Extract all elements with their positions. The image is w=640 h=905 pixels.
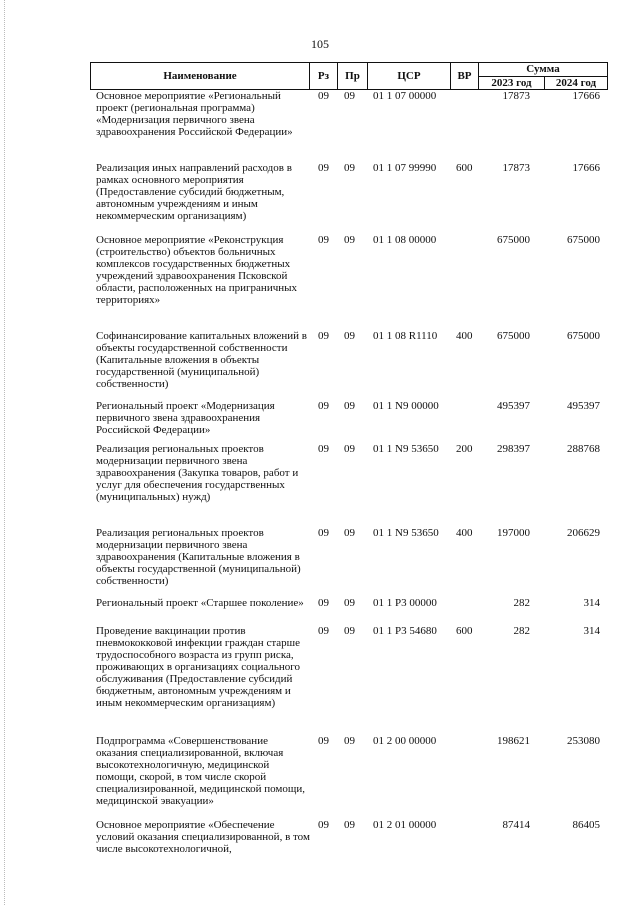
row-pr: 09	[344, 597, 355, 609]
row-rz: 09	[318, 162, 329, 174]
page-number: 105	[311, 37, 329, 51]
row-pr: 09	[344, 90, 355, 102]
row-name: Региональный проект «Модернизация первичного звена здравоохранения Российской Федерации»	[96, 400, 275, 436]
row-sum-2024: 253080	[567, 735, 600, 747]
row-csr: 01 1 P3 54680	[373, 625, 437, 637]
table-row	[90, 819, 608, 859]
row-sum-2023: 17873	[502, 162, 530, 174]
row-csr: 01 1 07 00000	[373, 90, 437, 102]
row-sum-2023: 495397	[497, 400, 530, 412]
row-name: Реализация региональных проектов модернизации первичного звена здравоохранения (Капитальные вложения в объекты государственной (муниципальной) собственности)	[96, 527, 301, 587]
row-name: Проведение вакцинации против пневмококковой инфекции граждан старше трудоспособного возраста из групп риска, проживающих в организациях социального обслуживания (Предоставление субсидий бюджетным, автономным учреждениям и иным некоммерческим организациям)	[96, 625, 301, 709]
row-csr: 01 1 08 00000	[373, 234, 437, 246]
row-rz: 09	[318, 597, 329, 609]
table-row	[90, 400, 608, 443]
row-name: Подпрограмма «Совершенствование оказания специализированной, включая высокотехнологичную, медицинской помощи, скорой, в том числе скорой специализированной, медицинской помощи, медицинской эвакуации»	[96, 735, 305, 807]
row-pr: 09	[344, 735, 355, 747]
row-sum-2023: 298397	[497, 443, 530, 455]
row-sum-2024: 314	[583, 625, 600, 637]
header-sum-group	[479, 63, 607, 89]
row-sum-2024: 17666	[572, 90, 600, 102]
row-pr: 09	[344, 443, 355, 455]
row-rz: 09	[318, 735, 329, 747]
row-rz: 09	[318, 443, 329, 455]
row-pr: 09	[344, 625, 355, 637]
table-row	[90, 597, 608, 625]
header-year-2024: 2024 год	[555, 76, 597, 89]
row-csr: 01 1 P3 00000	[373, 597, 437, 609]
row-rz: 09	[318, 234, 329, 246]
table-row	[90, 234, 608, 330]
row-vr: 400	[456, 330, 473, 342]
row-name: Основное мероприятие «Реконструкция (строительство) объектов больничных комплексов государственных бюджетных учреждений здравоохранения Псковской области, расположенных на приграничных территориях»	[96, 234, 298, 306]
row-sum-2024: 17666	[572, 162, 600, 174]
table-row	[90, 527, 608, 597]
row-rz: 09	[318, 819, 329, 831]
row-sum-2024: 675000	[567, 330, 600, 342]
row-csr: 01 1 08 R1110	[373, 330, 438, 342]
table-row	[90, 625, 608, 735]
header-vr: ВР	[451, 63, 479, 89]
row-rz: 09	[318, 400, 329, 412]
table-row	[90, 443, 608, 527]
row-csr: 01 1 N9 00000	[373, 400, 439, 412]
row-sum-2023: 282	[513, 625, 530, 637]
row-csr: 01 1 N9 53650	[373, 443, 439, 455]
row-sum-2024: 206629	[567, 527, 600, 539]
table-row	[90, 90, 608, 162]
row-sum-2023: 198621	[497, 735, 530, 747]
budget-table	[90, 62, 608, 859]
table-row	[90, 735, 608, 819]
row-name: Основное мероприятие «Обеспечение условий оказания специализированной, в том числе высокотехнологичной,	[96, 819, 310, 855]
header-rz: Рз	[310, 63, 338, 89]
row-sum-2023: 87414	[502, 819, 530, 831]
row-rz: 09	[318, 330, 329, 342]
table-row	[90, 330, 608, 400]
header-pr: Пр	[338, 63, 368, 89]
row-name: Реализация иных направлений расходов в рамках основного мероприятия (Предоставление субсидий бюджетным, автономным учреждениям и иным некоммерческим организациям)	[96, 162, 292, 222]
row-csr: 01 1 07 99990	[373, 162, 437, 174]
header-csr: ЦСР	[368, 63, 451, 89]
row-sum-2024: 314	[583, 597, 600, 609]
row-pr: 09	[344, 527, 355, 539]
row-sum-2023: 197000	[497, 527, 530, 539]
row-rz: 09	[318, 90, 329, 102]
row-sum-2024: 288768	[567, 443, 600, 455]
row-pr: 09	[344, 819, 355, 831]
row-sum-2024: 86405	[572, 819, 600, 831]
row-vr: 400	[456, 527, 473, 539]
row-pr: 09	[344, 162, 355, 174]
row-csr: 01 1 N9 53650	[373, 527, 439, 539]
row-sum-2023: 17873	[502, 90, 530, 102]
scan-edge-mark	[4, 0, 6, 905]
row-vr: 600	[456, 162, 473, 174]
row-name: Региональный проект «Старшее поколение»	[96, 597, 304, 609]
row-pr: 09	[344, 234, 355, 246]
row-pr: 09	[344, 330, 355, 342]
row-sum-2024: 675000	[567, 234, 600, 246]
row-rz: 09	[318, 625, 329, 637]
header-sum: Сумма	[479, 63, 607, 77]
row-sum-2023: 675000	[497, 330, 530, 342]
row-sum-2023: 675000	[497, 234, 530, 246]
row-rz: 09	[318, 527, 329, 539]
row-sum-2024: 495397	[567, 400, 600, 412]
row-csr: 01 2 00 00000	[373, 735, 437, 747]
row-sum-2023: 282	[513, 597, 530, 609]
row-vr: 200	[456, 443, 473, 455]
row-pr: 09	[344, 400, 355, 412]
row-name: Основное мероприятие «Региональный проект (региональная программа) «Модернизация первичного звена здравоохранения Российской Федерации»	[96, 90, 293, 138]
table-row	[90, 162, 608, 234]
row-vr: 600	[456, 625, 473, 637]
row-csr: 01 2 01 00000	[373, 819, 437, 831]
row-name: Софинансирование капитальных вложений в объекты государственной собственности (Капитальные вложения в объекты государственной (муниципальной) собственности)	[96, 330, 307, 390]
table-body	[90, 90, 608, 859]
table-header	[90, 62, 608, 90]
header-year-2023: 2023 год	[479, 76, 545, 89]
header-name: Наименование	[91, 63, 310, 89]
row-name: Реализация региональных проектов модернизации первичного звена здравоохранения (Закупка товаров, работ и услуг для обеспечения государственных (муниципальных) нужд)	[96, 443, 299, 503]
